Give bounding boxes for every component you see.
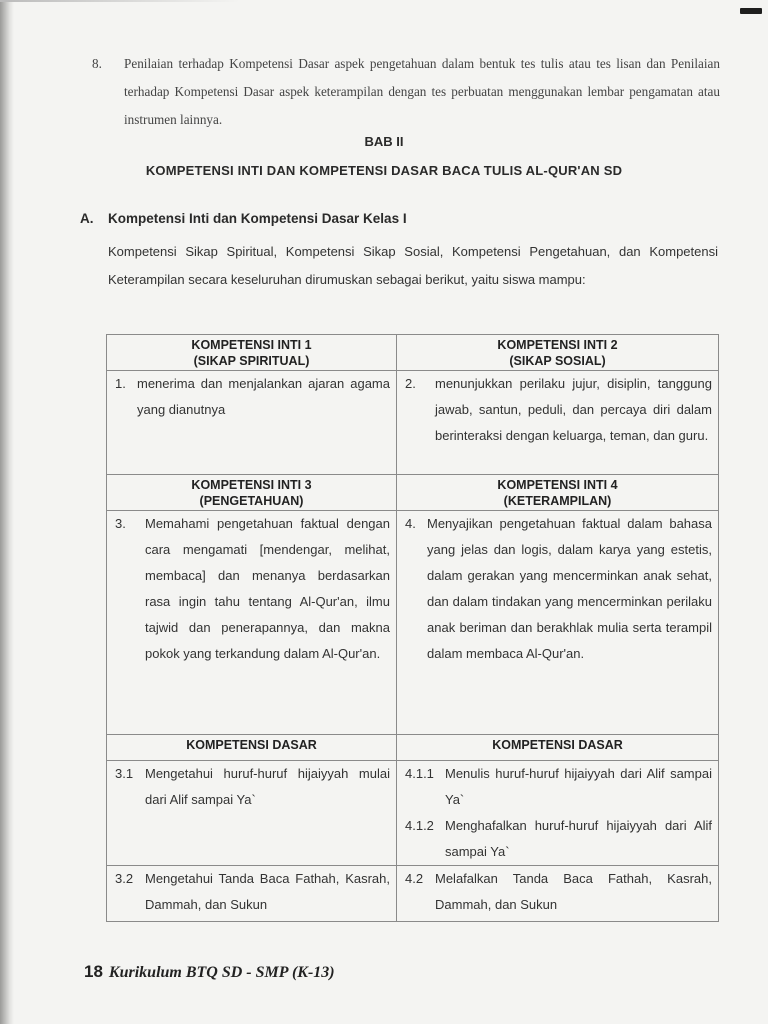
kd-3-1-cell	[107, 761, 397, 866]
ki2-text: menunjukkan perilaku jujur, disiplin, tanggung jawab, santun, peduli, dan percaya diri dalam berinteraksi dengan keluarga, teman, dan guru.	[435, 376, 712, 443]
ki4-number: 4.	[405, 516, 416, 531]
kd-header-left: KOMPETENSI DASAR	[107, 735, 397, 761]
ki3-text: Memahami pengetahuan faktual dengan cara mengamati [mendengar, melihat, membaca] dan menanya berdasarkan rasa ingin tahu tentang Al-Qur'an, ilmu tajwid dan penerapannya, dan makna pokok yang terkandung dalam Al-Qur'an.	[145, 516, 390, 661]
page-footer	[84, 962, 335, 982]
footer-title: Kurikulum BTQ SD - SMP (K-13)	[108, 964, 335, 981]
ki2-header	[397, 335, 719, 371]
header-line: KOMPETENSI INTI 4	[497, 478, 618, 492]
ki2-number: 2.	[405, 376, 416, 391]
header-line: (PENGETAHUAN)	[199, 494, 304, 508]
kd-text: Melafalkan Tanda Baca Fathah, Kasrah, Dammah, dan Sukun	[435, 871, 712, 912]
scan-top-edge	[0, 0, 240, 2]
ki4-header	[397, 475, 719, 511]
ki2-cell	[397, 371, 719, 475]
ki3-header	[107, 475, 397, 511]
chapter-label: BAB II	[364, 134, 404, 149]
ki3-number: 3.	[115, 516, 126, 531]
competency-table	[106, 334, 719, 922]
table-row	[107, 735, 719, 761]
header-line: KOMPETENSI INTI 2	[497, 338, 618, 352]
header-line: (SIKAP SOSIAL)	[509, 354, 606, 368]
table-row	[107, 511, 719, 735]
header-line: KOMPETENSI INTI 3	[191, 478, 312, 492]
ki1-number: 1.	[115, 376, 126, 391]
kd-number: 4.2	[405, 871, 424, 886]
kd-text: Menghafalkan huruf-huruf hijaiyyah dari Alif sampai Ya`	[445, 818, 712, 859]
header-line: KOMPETENSI INTI 1	[191, 338, 312, 352]
scan-corner-mark	[740, 8, 762, 14]
kd-3-2-cell	[107, 866, 397, 922]
section-intro-paragraph: Kompetensi Sikap Spiritual, Kompetensi Sikap Sosial, Kompetensi Pengetahuan, dan Kompetensi Keterampilan secara keseluruhan dirumuskan sebagai berikut, yaitu siswa mampu:	[108, 244, 718, 287]
kd-4-2-cell	[397, 866, 719, 922]
item-text: Penilaian terhadap Kompetensi Dasar aspek pengetahuan dalam bentuk tes tulis atau tes lisan dan Penilaian terhadap Kompetensi Dasar aspek keterampilan dengan tes perbuatan menggunakan lembar pengamatan atau instrumen lainnya.	[124, 56, 720, 127]
header-line: (KETERAMPILAN)	[503, 494, 612, 508]
ki1-text: menerima dan menjalankan ajaran agama yang dianutnya	[137, 376, 390, 417]
table-row	[107, 866, 719, 922]
ki1-cell	[107, 371, 397, 475]
section-title: Kompetensi Inti dan Kompetensi Dasar Kelas I	[108, 211, 407, 226]
kd-text: Mengetahui huruf-huruf hijaiyyah mulai dari Alif sampai Ya`	[145, 766, 390, 807]
kd-number: 4.1.1	[405, 766, 434, 781]
page-number: 18	[84, 962, 103, 981]
kd-number: 3.1	[115, 766, 134, 781]
chapter-title: KOMPETENSI INTI DAN KOMPETENSI DASAR BACA TULIS AL-QUR'AN SD	[145, 163, 623, 178]
ki4-text: Menyajikan pengetahuan faktual dalam bahasa yang jelas dan logis, dalam karya yang estetis, dalam gerakan yang mencerminkan anak sehat, dan dalam tindakan yang mencerminkan perilaku anak beriman dan berakhlak mulia serta terampil dalam membaca Al-Qur'an.	[427, 516, 712, 661]
scan-edge-shadow	[0, 0, 14, 1024]
kd-4-1-cell	[397, 761, 719, 866]
table-row	[107, 761, 719, 866]
header-line: (SIKAP SPIRITUAL)	[193, 354, 310, 368]
kd-number: 3.2	[115, 871, 134, 886]
kd-text: Mengetahui Tanda Baca Fathah, Kasrah, Dammah, dan Sukun	[145, 871, 390, 912]
ki4-cell	[397, 511, 719, 735]
numbered-item-8	[92, 50, 720, 134]
table-row	[107, 335, 719, 371]
section-heading	[80, 211, 407, 226]
ki3-cell	[107, 511, 397, 735]
table-row	[107, 371, 719, 475]
kd-header-right: KOMPETENSI DASAR	[397, 735, 719, 761]
kd-text: Menulis huruf-huruf hijaiyyah dari Alif sampai Ya`	[445, 766, 712, 807]
kd-number: 4.1.2	[405, 818, 434, 833]
item-number: 8.	[92, 56, 102, 71]
ki1-header	[107, 335, 397, 371]
section-letter: A.	[80, 211, 94, 226]
table-row	[107, 475, 719, 511]
